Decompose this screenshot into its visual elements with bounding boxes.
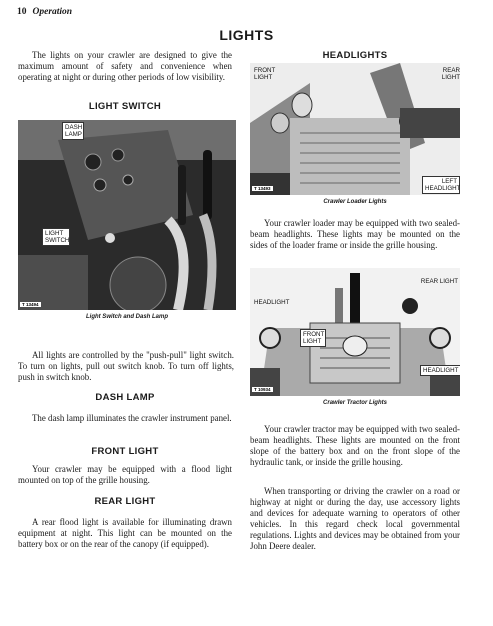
figure3-caption: Crawler Tractor Lights <box>323 400 387 406</box>
rear-light-paragraph: A rear flood light is available for illuminating drawn equipment at night. This light can be mounted on the battery box or on the rear of the canopy (if equipped). <box>18 517 232 549</box>
figure3-number: T 10934 <box>254 387 271 392</box>
loader-lights-photo <box>250 63 460 195</box>
left-headlight-label: LEFT HEADLIGHT <box>422 176 460 194</box>
loader-paragraph: Your crawler loader may be equipped with two sealed-beam headlights. These lights may be mounted on the sides of the loader frame or inside the grille housing. <box>250 218 460 250</box>
transport-paragraph: When transporting or driving the crawler on a road or highway at night or during the day, use accessory lights and devices for adequate warning to operators of other vehicles. In this regard check local governmental regulations. Lights and devices may be obtained from your John Deere dealer. <box>250 486 460 551</box>
page-number: 10 <box>17 7 27 17</box>
light-switch-paragraph: All lights are controlled by the "push-pull" light switch. To turn on lights, pull out switch knob. To turn off lights, push in switch knob. <box>18 350 234 382</box>
rear-light-label: REAR LIGHT <box>441 67 460 81</box>
front-light-heading: FRONT LIGHT <box>91 446 159 457</box>
figure2-caption: Crawler Loader Lights <box>323 199 387 205</box>
light-switch-photo <box>18 120 236 310</box>
tractor-rear-light-label: REAR LIGHT <box>420 278 458 285</box>
tractor-front-light-label: FRONT LIGHT <box>300 329 326 347</box>
figure1-number: T 13494 <box>22 302 39 307</box>
dash-lamp-label: DASH LAMP <box>62 122 84 140</box>
page-header <box>17 7 72 17</box>
light-switch-heading: LIGHT SWITCH <box>88 101 162 112</box>
tractor-paragraph: Your crawler tractor may be equipped with two sealed-beam headlights. These lights are mounted on the front slope of the battery box and on the front slope of the hydraulic tank, or inside the grille housing. <box>250 424 460 467</box>
tractor-lights-photo <box>250 268 460 396</box>
tractor-headlight-label-right: HEADLIGHT <box>420 365 460 376</box>
light-switch-illustration <box>18 120 236 310</box>
dash-lamp-paragraph: The dash lamp illuminates the crawler instrument panel. <box>32 413 232 423</box>
dash-lamp-heading: DASH LAMP <box>95 392 155 403</box>
crawler-tractor-illustration <box>250 268 460 396</box>
tractor-headlight-label-left: HEADLIGHT <box>254 299 290 306</box>
light-switch-label: LIGHT SWITCH <box>42 228 70 246</box>
rear-light-heading: REAR LIGHT <box>94 496 156 507</box>
page-title: LIGHTS <box>219 27 274 43</box>
figure1-caption: Light Switch and Dash Lamp <box>85 314 168 320</box>
figure2-number: T 13493 <box>254 186 271 191</box>
intro-paragraph: The lights on your crawler are designed to give the maximum amount of safety and convenience when operating at night or during other periods of low visibility. <box>18 50 232 82</box>
headlights-heading: HEADLIGHTS <box>322 50 388 61</box>
front-light-paragraph: Your crawler may be equipped with a flood light mounted on top of the grille housing. <box>18 464 232 485</box>
front-light-label: FRONT LIGHT <box>254 67 276 81</box>
section-name: Operation <box>32 7 73 17</box>
